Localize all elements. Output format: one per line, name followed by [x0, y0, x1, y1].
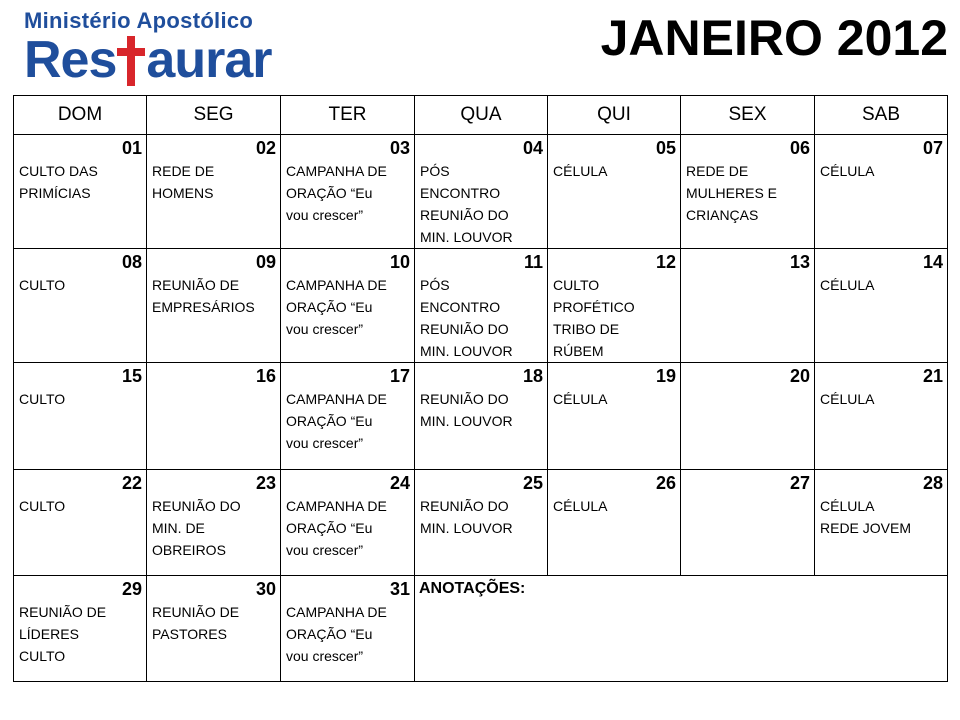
- day-number: 28: [922, 473, 943, 493]
- day-cell: [14, 576, 147, 682]
- day-events: [415, 158, 547, 248]
- day-cell: [681, 135, 815, 249]
- event-text: CULTO: [19, 277, 66, 293]
- day-events: [415, 386, 547, 432]
- day-cell: [815, 470, 948, 576]
- day-cell: [147, 363, 281, 470]
- weekday-header: SEX: [681, 96, 815, 135]
- logo-top-text: Ministério Apostólico: [24, 8, 254, 33]
- day-number: 23: [255, 473, 276, 493]
- day-cell: [281, 470, 415, 576]
- day-cell: [14, 470, 147, 576]
- day-events: [815, 386, 947, 410]
- day-cell: [14, 135, 147, 249]
- day-cell: [815, 249, 948, 363]
- event-text: CAMPANHA DE ORAÇÃO “Eu vou crescer”: [286, 391, 387, 451]
- event-text: REDE DE MULHERES E CRIANÇAS: [686, 163, 778, 223]
- day-number: 08: [121, 252, 142, 272]
- day-events: [14, 386, 146, 410]
- day-cell: [281, 135, 415, 249]
- day-number: 18: [522, 366, 543, 386]
- day-cell: [548, 470, 681, 576]
- event-text: REUNIÃO DO MIN. LOUVOR: [420, 391, 513, 429]
- page-title: JANEIRO 2012: [600, 10, 948, 66]
- day-cell: [281, 363, 415, 470]
- event-text: CAMPANHA DE ORAÇÃO “Eu vou crescer”: [286, 604, 387, 664]
- event-text: CÉLULA: [820, 277, 875, 293]
- day-number: 20: [789, 366, 810, 386]
- day-events: [681, 493, 814, 495]
- day-events: [815, 272, 947, 296]
- event-text: REUNIÃO DE EMPRESÁRIOS: [152, 277, 255, 315]
- day-cell: [281, 576, 415, 682]
- event-text: CÉLULA: [820, 498, 875, 514]
- day-events: [681, 272, 814, 274]
- day-cell: [415, 363, 548, 470]
- day-events: [147, 493, 280, 561]
- calendar-table: [13, 95, 948, 682]
- day-cell: [147, 249, 281, 363]
- day-events: [147, 386, 280, 388]
- day-cell: [681, 470, 815, 576]
- day-events: [548, 386, 680, 410]
- day-number: 31: [389, 579, 410, 599]
- day-events: [415, 272, 547, 362]
- event-text: CÉLULA: [553, 163, 608, 179]
- day-events: [281, 158, 414, 226]
- day-events: [815, 158, 947, 182]
- day-cell: [815, 363, 948, 470]
- event-text: REDE DE HOMENS: [152, 163, 215, 201]
- week-row: [14, 576, 948, 682]
- day-events: [281, 386, 414, 454]
- weekday-header: QUA: [415, 96, 548, 135]
- event-text: REUNIÃO DO MIN. DE OBREIROS: [152, 498, 241, 558]
- event-text: REDE JOVEM: [820, 520, 912, 536]
- day-cell: [14, 363, 147, 470]
- logo: [24, 8, 334, 89]
- day-number: 02: [255, 138, 276, 158]
- day-events: [815, 493, 947, 539]
- weekday-header: SEG: [147, 96, 281, 135]
- day-number: 05: [655, 138, 676, 158]
- day-cell: [681, 363, 815, 470]
- day-number: 17: [389, 366, 410, 386]
- event-text: CÉLULA: [553, 391, 608, 407]
- day-cell: [548, 135, 681, 249]
- day-events: [147, 272, 280, 318]
- event-text: REUNIÃO DO MIN. LOUVOR: [420, 207, 513, 245]
- event-text: CÉLULA: [553, 498, 608, 514]
- day-cell: [147, 576, 281, 682]
- event-text: CULTO: [19, 391, 66, 407]
- day-number: 24: [389, 473, 410, 493]
- day-events: [281, 599, 414, 667]
- notes-label: ANOTAÇÕES:: [419, 580, 526, 597]
- day-number: 13: [789, 252, 810, 272]
- event-text: CÉLULA: [820, 163, 875, 179]
- day-number: 11: [523, 252, 543, 272]
- day-cell: [415, 470, 548, 576]
- event-text: CAMPANHA DE ORAÇÃO “Eu vou crescer”: [286, 277, 387, 337]
- day-events: [415, 493, 547, 539]
- event-text: CÉLULA: [820, 391, 875, 407]
- event-text: CULTO DAS PRIMÍCIAS: [19, 163, 98, 201]
- day-events: [281, 272, 414, 340]
- day-cell: [147, 135, 281, 249]
- day-events: [681, 158, 814, 226]
- day-number: 16: [255, 366, 276, 386]
- week-row: [14, 470, 948, 576]
- day-number: 19: [655, 366, 676, 386]
- day-events: [281, 493, 414, 561]
- day-events: [548, 158, 680, 182]
- day-number: 22: [121, 473, 142, 493]
- logo-word-right: aurar: [146, 31, 272, 89]
- event-text: CAMPANHA DE ORAÇÃO “Eu vou crescer”: [286, 163, 387, 223]
- day-number: 12: [655, 252, 676, 272]
- day-events: [14, 158, 146, 204]
- day-number: 30: [255, 579, 276, 599]
- day-events: [14, 493, 146, 517]
- day-cell: [415, 249, 548, 363]
- logo-wordmark: [24, 31, 272, 89]
- day-cell: [147, 470, 281, 576]
- notes-area: [415, 576, 948, 682]
- day-cell: [548, 249, 681, 363]
- event-text: PÓS ENCONTRO: [420, 163, 501, 201]
- day-number: 14: [922, 252, 943, 272]
- day-events: [548, 493, 680, 517]
- day-cell: [815, 135, 948, 249]
- weekday-header-row: [14, 96, 948, 135]
- day-number: 21: [922, 366, 943, 386]
- day-number: 09: [255, 252, 276, 272]
- event-text: REUNIÃO DO MIN. LOUVOR: [420, 498, 513, 536]
- event-text: CULTO: [19, 648, 66, 664]
- day-cell: [681, 249, 815, 363]
- day-cell: [415, 135, 548, 249]
- day-cell: [14, 249, 147, 363]
- weekday-header: DOM: [14, 96, 147, 135]
- day-number: 15: [121, 366, 142, 386]
- week-row: [14, 135, 948, 249]
- day-number: 07: [922, 138, 943, 158]
- day-number: 01: [121, 138, 142, 158]
- cross-icon: [116, 34, 146, 86]
- day-events: [147, 599, 280, 645]
- event-text: REUNIÃO DE LÍDERES: [19, 604, 107, 642]
- event-text: REUNIÃO DO MIN. LOUVOR: [420, 321, 513, 359]
- day-cell: [281, 249, 415, 363]
- weekday-header: TER: [281, 96, 415, 135]
- week-row: [14, 363, 948, 470]
- day-events: [14, 272, 146, 296]
- day-number: 03: [389, 138, 410, 158]
- event-text: PÓS ENCONTRO: [420, 277, 501, 315]
- day-number: 04: [522, 138, 543, 158]
- event-text: REUNIÃO DE PASTORES: [152, 604, 240, 642]
- weekday-header: SAB: [815, 96, 948, 135]
- weekday-header: QUI: [548, 96, 681, 135]
- logo-word-left: Res: [24, 31, 117, 89]
- day-number: 06: [789, 138, 810, 158]
- day-events: [681, 386, 814, 388]
- day-number: 25: [522, 473, 543, 493]
- day-number: 26: [655, 473, 676, 493]
- day-cell: [548, 363, 681, 470]
- event-text: CULTO PROFÉTICO: [553, 277, 635, 315]
- day-number: 10: [389, 252, 410, 272]
- event-text: TRIBO DE RÚBEM: [553, 321, 620, 359]
- day-number: 27: [789, 473, 810, 493]
- day-number: 29: [121, 579, 142, 599]
- event-text: CAMPANHA DE ORAÇÃO “Eu vou crescer”: [286, 498, 387, 558]
- day-events: [548, 272, 680, 362]
- week-row: [14, 249, 948, 363]
- day-events: [14, 599, 146, 667]
- day-events: [147, 158, 280, 204]
- event-text: CULTO: [19, 498, 66, 514]
